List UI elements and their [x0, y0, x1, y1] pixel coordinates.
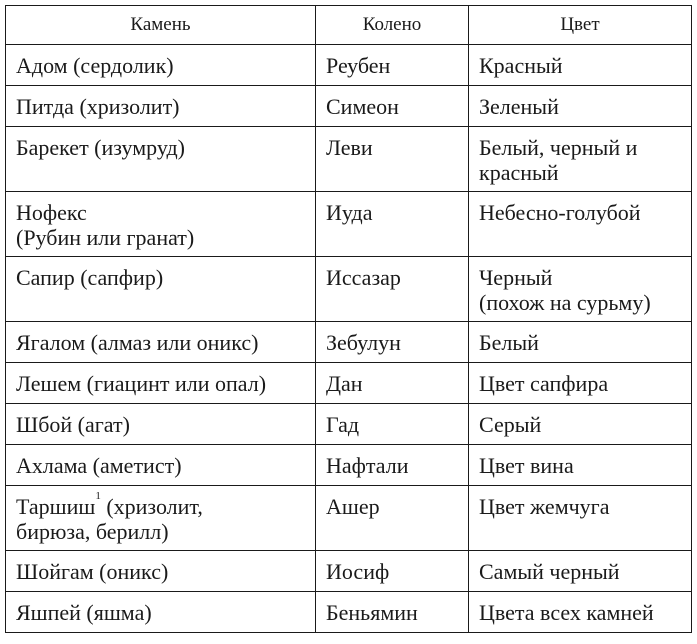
cell-tribe: Реубен — [316, 45, 469, 86]
cell-stone: Адом (сердолик) — [6, 45, 316, 86]
footnote-marker: 1 — [95, 490, 101, 502]
color-line: Черный — [479, 265, 553, 290]
cell-color: Красный — [469, 45, 692, 86]
cell-color: Цвет вина — [469, 445, 692, 486]
table-row — [6, 86, 692, 127]
table-row — [6, 45, 692, 86]
table-row — [6, 445, 692, 486]
cell-stone — [6, 486, 316, 551]
table-row — [6, 127, 692, 192]
stone-alt: (хризолит, — [106, 494, 203, 519]
cell-color — [469, 127, 692, 192]
cell-stone: Шойгам (оникс) — [6, 551, 316, 592]
cell-tribe: Леви — [316, 127, 469, 192]
table-row — [6, 551, 692, 592]
stones-table — [5, 5, 692, 633]
cell-color: Белый — [469, 322, 692, 363]
color-line: (похож на сурьму) — [479, 290, 651, 315]
cell-stone: Лешем (гиацинт или опал) — [6, 363, 316, 404]
cell-tribe: Нафтали — [316, 445, 469, 486]
cell-stone: Яшпей (яшма) — [6, 592, 316, 633]
cell-stone: Питда (хризолит) — [6, 86, 316, 127]
cell-stone: Сапир (сапфир) — [6, 257, 316, 322]
cell-color: Серый — [469, 404, 692, 445]
cell-tribe: Иссазар — [316, 257, 469, 322]
stone-line: бирюза, берилл) — [16, 519, 169, 544]
cell-color — [469, 257, 692, 322]
cell-color: Зеленый — [469, 86, 692, 127]
cell-stone: Шбой (агат) — [6, 404, 316, 445]
cell-color: Цвет сапфира — [469, 363, 692, 404]
cell-tribe: Симеон — [316, 86, 469, 127]
stone-name: Таршиш — [16, 494, 96, 519]
cell-color: Самый черный — [469, 551, 692, 592]
table-row — [6, 363, 692, 404]
table-row — [6, 322, 692, 363]
header-color: Цвет — [469, 6, 692, 45]
table-row — [6, 257, 692, 322]
header-tribe: Колено — [316, 6, 469, 45]
cell-tribe: Зебулун — [316, 322, 469, 363]
stone-line: (Рубин или гранат) — [16, 225, 195, 250]
cell-color: Цвета всех камней — [469, 592, 692, 633]
cell-stone: Барекет (изумруд) — [6, 127, 316, 192]
header-stone: Камень — [6, 6, 316, 45]
table-header-row — [6, 6, 692, 45]
stone-line — [16, 490, 307, 519]
cell-tribe: Беньямин — [316, 592, 469, 633]
color-line: Белый, черный и — [479, 135, 638, 160]
cell-stone: Ахлама (аметист) — [6, 445, 316, 486]
color-line: красный — [479, 160, 559, 185]
cell-color: Цвет жемчуга — [469, 486, 692, 551]
cell-stone — [6, 192, 316, 257]
cell-tribe: Гад — [316, 404, 469, 445]
cell-tribe: Иосиф — [316, 551, 469, 592]
cell-tribe: Дан — [316, 363, 469, 404]
table-row — [6, 486, 692, 551]
stone-line: Нофекс — [16, 200, 87, 225]
table-row — [6, 404, 692, 445]
cell-tribe: Ашер — [316, 486, 469, 551]
cell-tribe: Иуда — [316, 192, 469, 257]
table-row — [6, 192, 692, 257]
table-row — [6, 592, 692, 633]
cell-color: Небесно-голубой — [469, 192, 692, 257]
cell-stone: Ягалом (алмаз или оникс) — [6, 322, 316, 363]
